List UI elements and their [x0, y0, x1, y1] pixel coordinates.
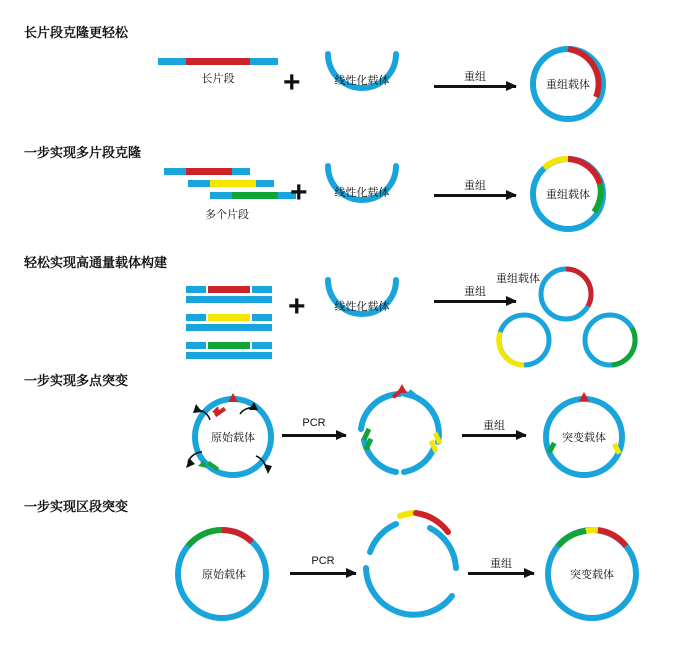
arrow-label-4a: PCR [302, 417, 326, 429]
product-label-1: 重组载体 [546, 79, 590, 91]
arrow-head [516, 430, 527, 440]
section-title-3: 轻松实现高通量载体构建 [24, 255, 168, 270]
arrow-label-4b: 重组 [483, 420, 505, 432]
arrow-line [434, 194, 516, 197]
arrow-4b [462, 420, 526, 437]
arrow-line [434, 85, 516, 88]
fragment-blue-5 [210, 192, 232, 199]
arrow-label-2: 重组 [464, 180, 486, 192]
original-vector-label-4: 原始载体 [211, 432, 255, 444]
fragment-blue-2 [232, 168, 250, 175]
fragment-blue-b1 [186, 314, 206, 321]
arrow-label-1: 重组 [464, 71, 486, 83]
arrow-head [506, 190, 517, 200]
arrow-head [506, 296, 517, 306]
pcr-products-4 [348, 384, 458, 484]
fragment-red-a [208, 286, 250, 293]
fragment-blue-3 [188, 180, 210, 187]
mutant-vector-label-4: 突变载体 [562, 432, 606, 444]
mutant-vector-label-5: 突变载体 [570, 569, 614, 581]
fragment-blue-left [158, 58, 186, 65]
fragment-red-1 [186, 168, 232, 175]
product-label-3: 重组载体 [496, 273, 540, 285]
arrow-4a [282, 417, 346, 437]
section-title-4: 一步实现多点突变 [24, 373, 129, 388]
fragment-yellow-1 [210, 180, 256, 187]
arrow-5b [468, 558, 534, 575]
arrow-2 [434, 180, 516, 197]
fragment-label-1: 长片段 [201, 73, 235, 85]
recombinant-vector-3c [580, 310, 644, 374]
arrow-head [524, 568, 535, 578]
plus-sign-1: + [283, 66, 301, 99]
fragment-label-2: 多个片段 [205, 209, 249, 221]
arrow-head [336, 430, 347, 440]
arrow-1 [434, 71, 516, 88]
arrow-label-3: 重组 [464, 286, 486, 298]
arrow-3 [434, 286, 516, 303]
fragment-blue-b3 [186, 324, 272, 331]
fragment-blue-a1 [186, 286, 206, 293]
arrow-head [506, 81, 517, 91]
plus-sign-2: + [290, 176, 308, 209]
arrow-line [434, 300, 516, 303]
fragment-blue-a2 [252, 286, 272, 293]
recombinant-vector-3b [494, 310, 558, 374]
section-title-5: 一步实现区段突变 [24, 499, 129, 514]
arrow-5a [290, 555, 356, 575]
fragment-green-c [208, 342, 250, 349]
original-vector-label-5: 原始载体 [202, 569, 246, 581]
plus-sign-3: + [288, 290, 306, 323]
fragment-yellow-b [208, 314, 250, 321]
fragment-green-1 [232, 192, 278, 199]
section-title-2: 一步实现多片段克隆 [24, 145, 142, 160]
arrow-label-5a: PCR [311, 555, 335, 567]
fragment-blue-4 [256, 180, 274, 187]
vector-label-2: 线性化载体 [334, 187, 390, 199]
fragment-red-middle [186, 58, 250, 65]
fragment-blue-a3 [186, 296, 272, 303]
fragment-blue-b2 [252, 314, 272, 321]
fragment-blue-1 [164, 168, 186, 175]
fragment-blue-c1 [186, 342, 206, 349]
fragment-blue-c3 [186, 352, 272, 359]
fragment-blue-right [250, 58, 278, 65]
pcr-products-5 [356, 510, 474, 626]
section-title-1: 长片段克隆更轻松 [24, 25, 129, 40]
vector-label-1: 线性化载体 [334, 75, 390, 87]
arrow-label-5b: 重组 [490, 558, 512, 570]
vector-label-3: 线性化载体 [334, 301, 390, 313]
product-label-2: 重组载体 [546, 189, 590, 201]
fragment-blue-c2 [252, 342, 272, 349]
